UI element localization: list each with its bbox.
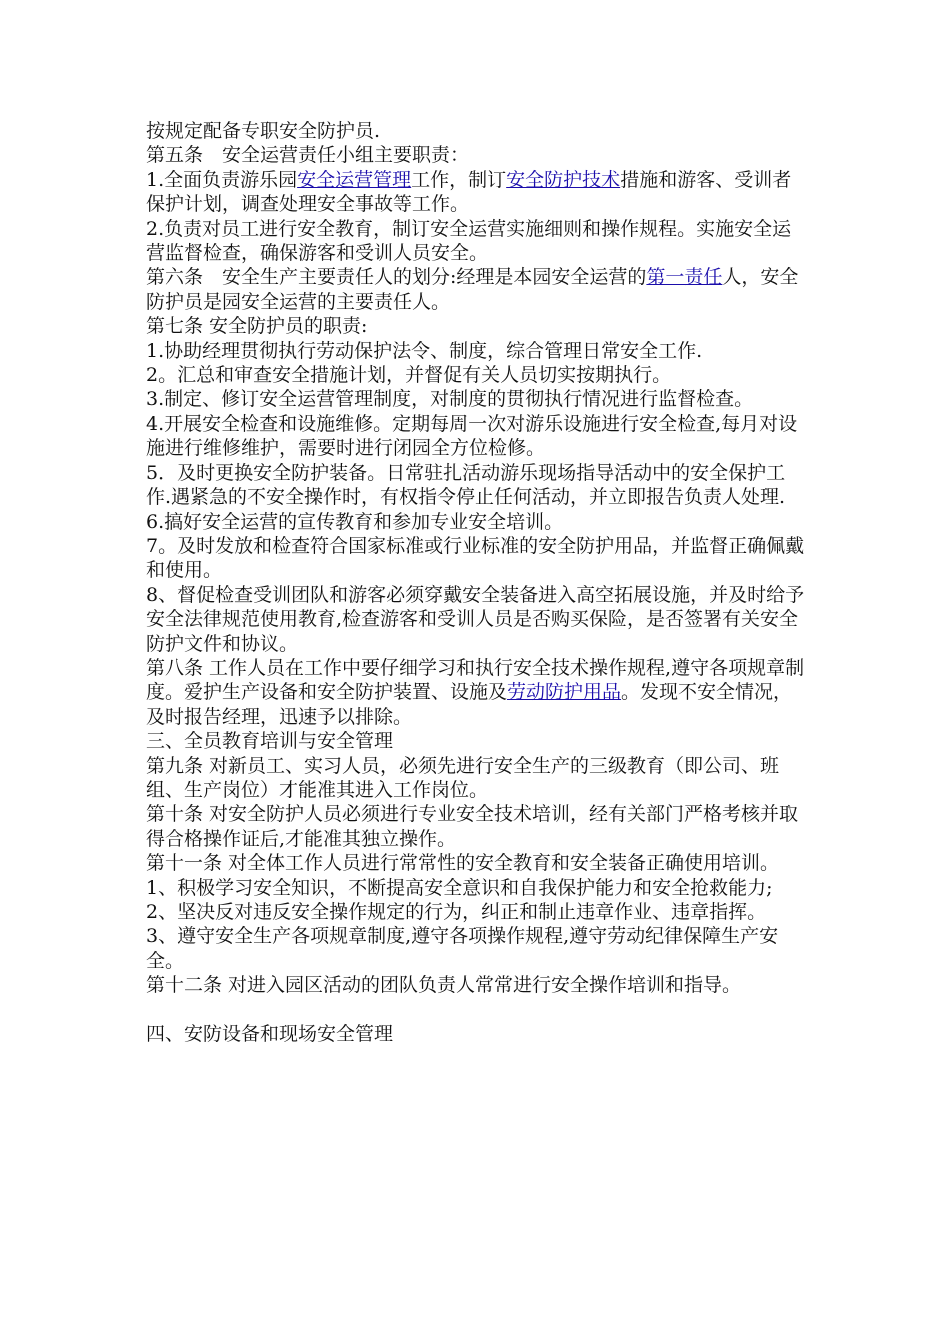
paragraph-text: 2、坚决反对违反安全操作规定的行为，纠正和制止违章作业、违章指挥。 (146, 901, 767, 923)
paragraph (146, 119, 810, 143)
paragraph-text: 第十二条 对进入园区活动的团队负责人常常进行安全操作培训和指导。 (146, 974, 742, 997)
paragraph-text: 1.协助经理贯彻执行劳动保护法令、制度，综合管理日常安全工作. (146, 339, 703, 362)
paragraph-text: 6.搞好安全运营的宣传教育和参加专业安全培训。 (146, 510, 564, 533)
paragraph (146, 534, 810, 583)
paragraph (146, 265, 810, 314)
paragraph (146, 314, 810, 338)
paragraph (146, 412, 810, 461)
inline-link[interactable]: 安全运营管理 (297, 168, 412, 191)
paragraph-text: 8、督促检查受训团队和游客必须穿戴安全装备进入高空拓展设施，并及时给予安全法律规范使用教育,检查游客和受训人员是否购买保险，是否签署有关安全防护文件和协议。 (146, 583, 805, 655)
paragraph (146, 363, 810, 387)
paragraph (146, 461, 810, 510)
paragraph (146, 802, 810, 851)
paragraph (146, 876, 810, 900)
paragraph-text: 第八条 工作人员在工作中要仔细学习和执行安全技术操作规程,遵守各项规章制度。爱护生产设备和安全防护装置、设施及 (146, 656, 805, 704)
paragraph-text: 2。汇总和审查安全措施计划，并督促有关人员切实按期执行。 (146, 364, 672, 387)
paragraph-text: 四、安防设备和现场安全管理 (146, 1022, 394, 1045)
paragraph-text: 5．及时更换安全防护装备。日常驻扎活动游乐现场指导活动中的安全保护工作.遇紧急的不安全操作时，有权指令停止任何活动，并立即报告负责人处理. (146, 461, 786, 509)
document-body (146, 119, 810, 1046)
paragraph-text: 措施和游客、受训者保护计划，调查处理安全事故等工作。 (146, 168, 792, 216)
paragraph-text: 按规定配备专职安全防护员. (146, 120, 381, 142)
paragraph (146, 583, 810, 656)
paragraph-text: 第七条 安全防护员的职责: (146, 315, 368, 338)
paragraph (146, 900, 810, 924)
paragraph-text: 1.全面负责游乐园 (146, 168, 298, 191)
paragraph (146, 168, 810, 217)
paragraph-text: 工作，制订 (411, 168, 507, 191)
inline-link[interactable]: 劳动防护用品 (507, 681, 622, 704)
paragraph (146, 339, 810, 363)
paragraph (146, 1022, 810, 1046)
paragraph-text: 第五条 安全运营责任小组主要职责： (146, 144, 470, 167)
paragraph-text: 3、遵守安全生产各项规章制度,遵守各项操作规程,遵守劳动纪律保障生产安全。 (146, 925, 779, 972)
blank-line (146, 998, 810, 1022)
paragraph-text: 三、全员教育培训与安全管理 (146, 730, 394, 753)
paragraph (146, 973, 810, 997)
paragraph (146, 924, 810, 973)
paragraph (146, 729, 810, 753)
paragraph (146, 217, 810, 266)
paragraph-text: 3.制定、修订安全运营管理制度，对制度的贯彻执行情况进行监督检查。 (146, 388, 754, 411)
paragraph-text: 第十一条 对全体工作人员进行常常性的安全教育和安全装备正确使用培训。 (146, 852, 780, 875)
paragraph (146, 656, 810, 729)
paragraph (146, 851, 810, 875)
paragraph-text: 7。及时发放和检查符合国家标准或行业标准的安全防护用品，并监督正确佩戴和使用。 (146, 534, 805, 582)
inline-link[interactable]: 安全防护技术 (506, 168, 621, 191)
paragraph (146, 143, 810, 167)
paragraph (146, 387, 810, 411)
paragraph-text: 。发现不安全情况，及时报告经理，迅速予以排除。 (146, 681, 793, 728)
paragraph-text: 1、积极学习安全知识，不断提高安全意识和自我保护能力和安全抢救能力; (146, 876, 773, 899)
inline-link[interactable]: 第一责任 (646, 266, 723, 289)
paragraph-text: 2.负责对员工进行安全教育，制订安全运营实施细则和操作规程。实施安全运营监督检查，确保游客和受训人员安全。 (146, 217, 792, 265)
paragraph-text: 4.开展安全检查和设施维修。定期每周一次对游乐设施进行安全检查,每月对设施进行维修维护，需要时进行闭园全方位检修。 (146, 412, 798, 460)
paragraph-text: 第九条 对新员工、实习人员，必须先进行安全生产的三级教育（即公司、班组、生产岗位）才能准其进入工作岗位。 (146, 754, 780, 801)
paragraph (146, 510, 810, 534)
paragraph-text: 人，安全防护员是园安全运营的主要责任人。 (146, 266, 799, 313)
paragraph-text: 第六条 安全生产主要责任人的划分:经理是本园安全运营的 (146, 266, 647, 289)
paragraph-text: 第十条 对安全防护人员必须进行专业安全技术培训，经有关部门严格考核并取得合格操作证后,才能准其独立操作。 (146, 803, 799, 850)
paragraph (146, 754, 810, 803)
